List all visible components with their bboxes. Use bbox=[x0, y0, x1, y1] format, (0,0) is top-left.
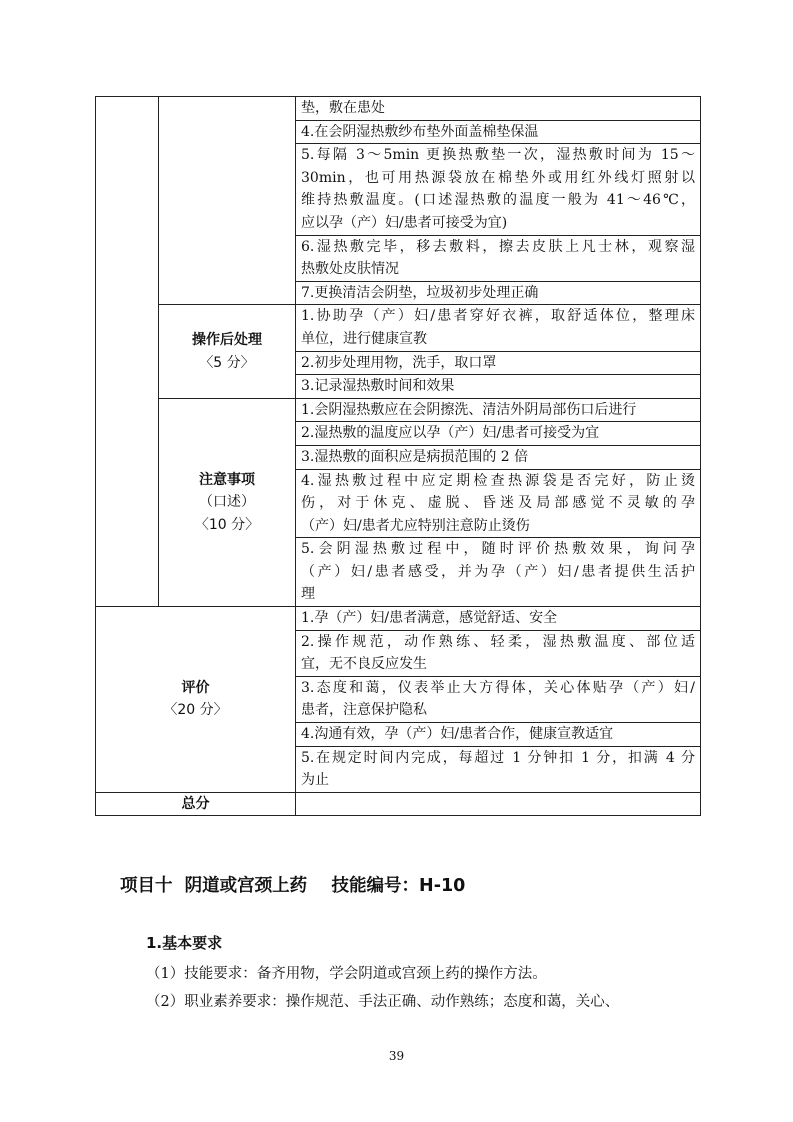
criterion-cell bbox=[296, 746, 701, 792]
section-score: 〈5 分〉 bbox=[199, 354, 255, 371]
criterion-line: 3.态度和蔼，仪表举止大方得体，关心体贴孕（产）妇/ bbox=[301, 679, 695, 696]
criterion-line: 1.会阴湿热敷应在会阴擦洗、清洁外阴局部伤口后进行 bbox=[301, 401, 637, 418]
criterion-line: 热敷处皮肤情况 bbox=[301, 261, 399, 278]
scoring-table bbox=[95, 96, 701, 816]
criterion-line: 1.协助孕（产）妇/患者穿好衣裤，取舒适体位，整理床 bbox=[301, 308, 695, 325]
criterion-cell bbox=[296, 281, 701, 305]
criterion-line: 4.在会阴湿热敷纱布垫外面盖棉垫保温 bbox=[301, 123, 539, 140]
table-row bbox=[96, 398, 701, 422]
criterion-line: 3.湿热敷的面积应是病损范围的 2 倍 bbox=[301, 448, 529, 465]
criterion-line: 伤，对于休克、虚脱、昏迷及局部感觉不灵敏的孕 bbox=[301, 495, 695, 512]
criterion-cell bbox=[296, 723, 701, 747]
criterion-line: 3.记录湿热敷时间和效果 bbox=[301, 378, 455, 395]
criterion-cell bbox=[296, 97, 701, 121]
criterion-line: 患者，注意保护隐私 bbox=[301, 702, 427, 719]
criterion-cell bbox=[296, 469, 701, 538]
paragraph-skill: （1）技能要求：备齐用物，学会阴道或宫颈上药的操作方法。 bbox=[146, 966, 547, 982]
page-number: 39 bbox=[388, 1049, 405, 1063]
criterion-line: 5.每隔 3～5min 更换热敷垫一次，湿热敷时间为 15～ bbox=[301, 147, 695, 164]
criterion-line: 4.湿热敷过程中应定期检查热源袋是否完好，防止烫 bbox=[301, 472, 695, 489]
total-row bbox=[96, 792, 701, 816]
table-row bbox=[96, 607, 701, 631]
criterion-cell bbox=[296, 676, 701, 722]
paragraph-professional: （2）职业素养要求：操作规范、手法正确、动作熟练；态度和蔼，关心、 bbox=[146, 994, 620, 1010]
section-score: 〈10 分〉 bbox=[194, 516, 260, 533]
criterion-line: 1.孕（产）妇/患者满意，感觉舒适、安全 bbox=[301, 610, 558, 627]
criterion-cell bbox=[296, 398, 701, 422]
criterion-line: 5.会阴湿热敷过程中，随时评价热敷效果，询问孕 bbox=[301, 541, 695, 558]
category-cell bbox=[96, 97, 159, 607]
criterion-cell bbox=[296, 351, 701, 375]
section-post-processing bbox=[159, 305, 296, 398]
criterion-cell bbox=[296, 445, 701, 469]
criterion-line: （产）妇/患者感受，并为孕（产）妇/患者提供生活护 bbox=[301, 563, 695, 580]
table-row bbox=[96, 305, 701, 351]
criterion-cell bbox=[296, 630, 701, 676]
section-score: 〈20 分〉 bbox=[163, 702, 228, 719]
criterion-line: 4.沟通有效，孕（产）妇/患者合作，健康宣教适宜 bbox=[301, 726, 614, 743]
section-heading: 项目十 阴道或宫颈上药 技能编号：H-10 bbox=[120, 876, 466, 896]
criterion-line: 5.在规定时间内完成，每超过 1 分钟扣 1 分，扣满 4 分 bbox=[301, 749, 695, 766]
total-label-cell bbox=[96, 792, 296, 816]
subheading: 1.基本要求 bbox=[146, 934, 223, 952]
criterion-line: 应以孕（产）妇/患者可接受为宜) bbox=[301, 214, 508, 231]
criterion-cell bbox=[296, 375, 701, 399]
criterion-line: 2.操作规范，动作熟练、轻柔，湿热敷温度、部位适 bbox=[301, 633, 695, 650]
criterion-line: 单位，进行健康宣教 bbox=[301, 330, 427, 347]
criterion-line: 7.更换清洁会阴垫，垃圾初步处理正确 bbox=[301, 284, 539, 301]
criterion-cell bbox=[296, 607, 701, 631]
criterion-line: 理 bbox=[301, 586, 315, 603]
criterion-line: 宜，无不良反应发生 bbox=[301, 656, 427, 673]
criterion-cell bbox=[296, 235, 701, 281]
criterion-cell bbox=[296, 422, 701, 446]
total-value-cell bbox=[296, 792, 701, 816]
criterion-line: 6.湿热敷完毕，移去敷料，擦去皮肤上凡士林，观察湿 bbox=[301, 238, 695, 255]
criterion-cell bbox=[296, 305, 701, 351]
section-sub: （口述） bbox=[199, 494, 255, 511]
criterion-line: 为止 bbox=[301, 772, 329, 789]
criterion-line: 垫，敷在患处 bbox=[301, 100, 385, 116]
section-title: 操作后处理 bbox=[192, 331, 262, 348]
section-title: 注意事项 bbox=[199, 471, 255, 488]
criterion-line: 2.湿热敷的温度应以孕（产）妇/患者可接受为宜 bbox=[301, 425, 600, 442]
section-title: 评价 bbox=[181, 679, 210, 696]
section-cell-continued bbox=[159, 97, 296, 305]
section-evaluation bbox=[96, 607, 296, 793]
criterion-cell bbox=[296, 120, 701, 144]
table-row bbox=[96, 97, 701, 121]
section-title: 总分 bbox=[181, 795, 210, 812]
criterion-line: 维持热敷温度。(口述湿热敷的温度一般为 41～46℃， bbox=[301, 192, 695, 209]
section-notes bbox=[159, 398, 296, 606]
criterion-line: 2.初步处理用物，洗手，取口罩 bbox=[301, 354, 497, 371]
criterion-line: （产）妇/患者尤应特别注意防止烫伤 bbox=[301, 517, 530, 534]
criterion-cell bbox=[296, 144, 701, 235]
criterion-line: 30min，也可用热源袋放在棉垫外或用红外线灯照射以 bbox=[301, 169, 695, 186]
criterion-cell bbox=[296, 538, 701, 607]
